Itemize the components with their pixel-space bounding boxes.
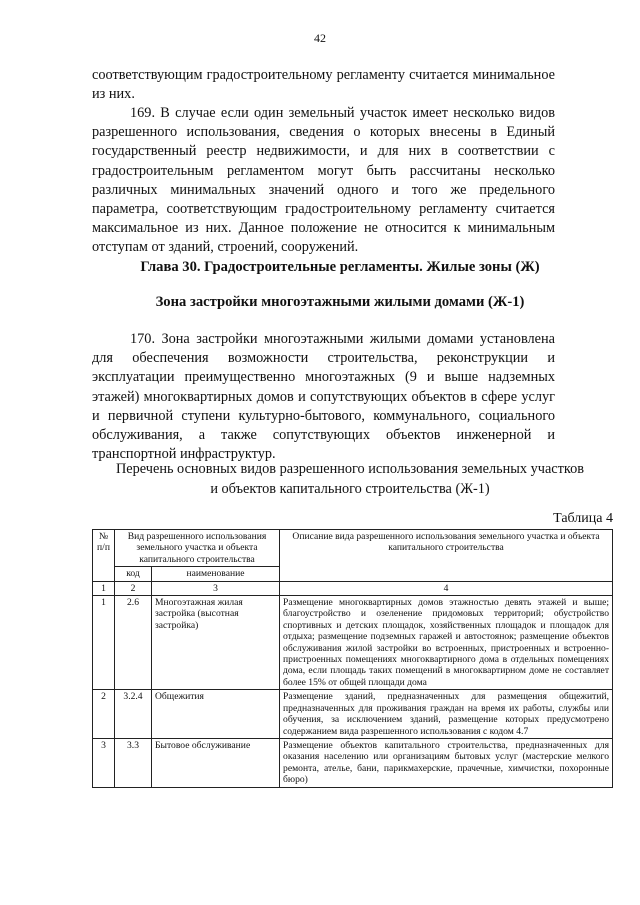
- list-title-line1: Перечень основных видов разрешенного использования земельных участков: [115, 461, 585, 477]
- row-code: 3.2.4: [115, 690, 152, 739]
- row-description: Размещение объектов капитального строительства, предназначенных для оказания населению или организациям бытовых услуг (мастерские мелкого ремонта, ателье, бани, парикмахерские, прачечные, химчистки, похоронные бюро): [280, 738, 613, 787]
- paragraph-170: 170. Зона застройки многоэтажными жилыми домами установлена для обеспечения возможности строительства, реконструкции и эксплуатации преимущественно многоэтажных (9 и выше надземных этажей) многоквартирных домов и сопутствующих объектов в сфере услуг и первичной ступени культурно-бытового, коммунального, социального обслуживания, а также сопутствующих объектов инженерной и транспортной инфраструктур.: [92, 331, 555, 463]
- page-number: 42: [314, 31, 326, 45]
- row-name: Бытовое обслуживание: [152, 738, 280, 787]
- row-num: 1: [93, 596, 115, 690]
- table-header-row: [93, 530, 613, 567]
- col-number: 3: [152, 581, 280, 595]
- paragraph-169: 169. В случае если один земельный участок имеет несколько видов разрешенного использования, сведения о которых внесены в Единый государственный реестр недвижимости, и для них в соответствии с градостроительным регламентом могут быть рассчитаны несколько различных минимальных значений одного и того же предельного параметра, соответствующим градостроительному регламенту считается максимальное из них. Данное положение не относится к минимальным отступам от зданий, строений, сооружений.: [92, 105, 555, 256]
- table-label: Таблица 4: [553, 511, 613, 526]
- row-num: 2: [93, 690, 115, 739]
- chapter-heading: Глава 30. Градостроительные регламенты. Жилые зоны (Ж): [140, 259, 540, 275]
- row-code: 2.6: [115, 596, 152, 690]
- table-column-numbers: [93, 581, 613, 595]
- col-number: 1: [93, 581, 115, 595]
- row-code: 3.3: [115, 738, 152, 787]
- col-number: 4: [280, 581, 613, 595]
- row-description: Размещение зданий, предназначенных для размещения общежитий, предназначенных для проживания граждан на время их работы, службы или обучения, за исключением зданий, размещение которых предусмотрено содержанием вида разрешенного использования с кодом 4.7: [280, 690, 613, 739]
- list-title-line2: и объектов капитального строительства (Ж-1): [210, 480, 490, 497]
- table-row: [93, 738, 613, 787]
- col-number: 2: [115, 581, 152, 595]
- row-description: Размещение многоквартирных домов этажностью девять этажей и выше; благоустройство и озеленение придомовых территорий; обустройство спортивных и детских площадок, хозяйственных площадок и площадок для отдыха; размещение подземных гаражей и автостоянок; размещение объектов обслуживания жилой застройки во встроенных, пристроенных и встроенно-пристроенных помещениях многоквартирного дома в отдельных помещениях дома, если площадь таких помещений в многоквартирном доме не составляет более 15% от общей площади дома: [280, 596, 613, 690]
- list-title: [80, 460, 620, 499]
- header-code: код: [115, 567, 152, 581]
- header-name: наименование: [152, 567, 280, 581]
- row-name: Общежития: [152, 690, 280, 739]
- table-row: [93, 596, 613, 690]
- paragraph-continuation: соответствующим градостроительному регламенту считается минимальное из них.: [92, 67, 555, 103]
- row-num: 3: [93, 738, 115, 787]
- header-num: № п/п: [93, 530, 115, 582]
- regulation-table: [92, 529, 613, 788]
- row-name: Многоэтажная жилая застройка (высотная застройка): [152, 596, 280, 690]
- table-row: [93, 690, 613, 739]
- header-kind: Вид разрешенного использования земельного участка и объекта капитального строительства: [115, 530, 280, 567]
- zone-heading: Зона застройки многоэтажными жилыми домами (Ж-1): [155, 294, 525, 310]
- header-description: Описание вида разрешенного использования земельного участка и объекта капитального строительства: [280, 530, 613, 582]
